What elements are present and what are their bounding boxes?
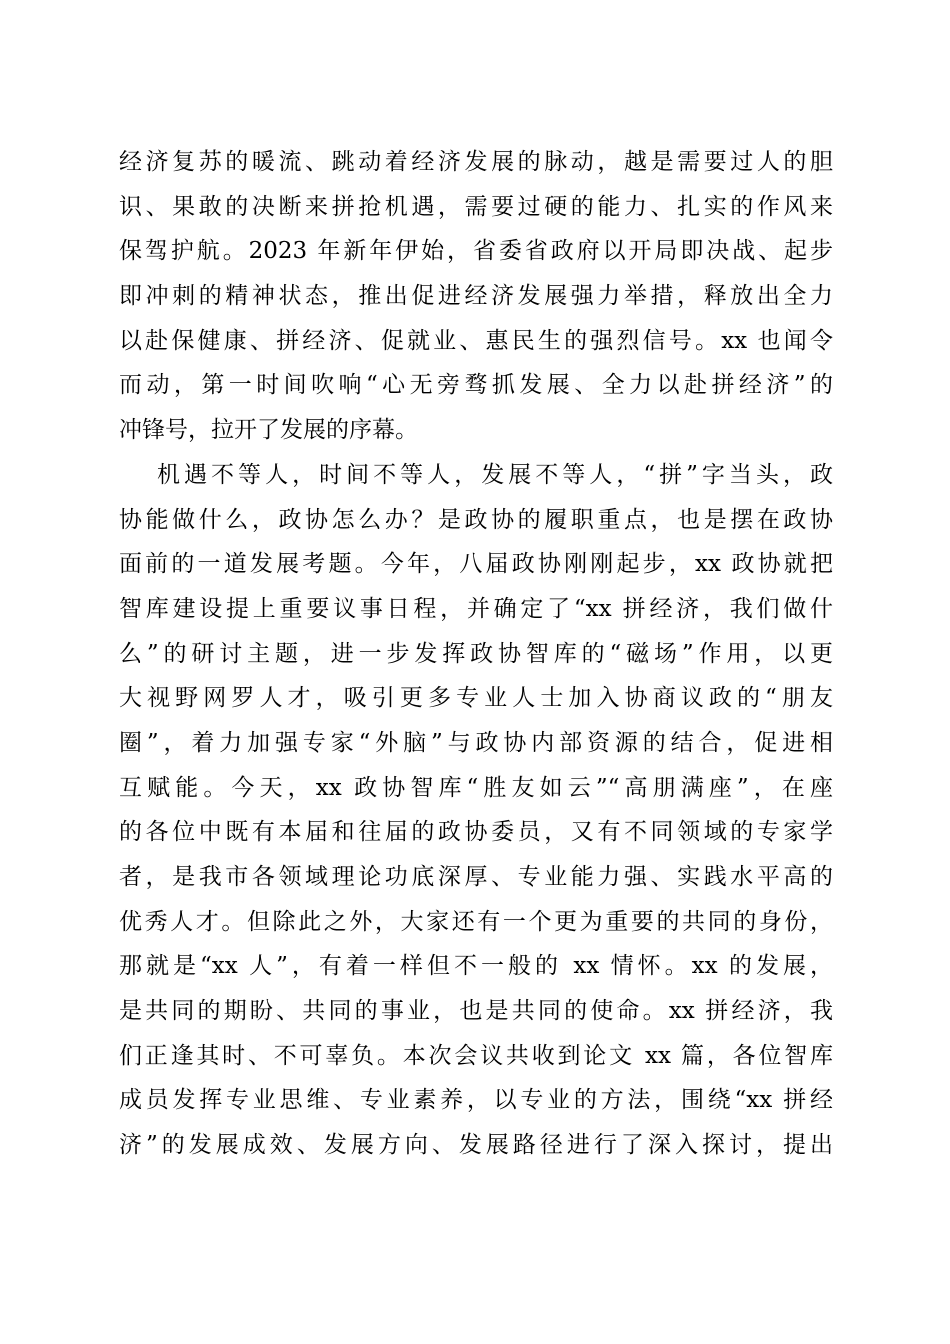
text-line: 者，是我市各领域理论功底深厚、专业能力强、实践水平高的 <box>119 864 833 890</box>
text-line: 是共同的期盼、共同的事业，也是共同的使命。xx 拼经济，我 <box>119 998 833 1025</box>
text-line: 经济复苏的暖流、跳动着经济发展的脉动，越是需要过人的胆 <box>119 149 833 175</box>
text-line: 大视野网罗人才，吸引更多专业人士加入协商议政的“朋友 <box>119 685 833 712</box>
text-line: 而动，第一时间吹响“心无旁骛抓发展、全力以赴拼经济”的 <box>119 372 833 399</box>
text-line: 济”的发展成效、发展方向、发展路径进行了深入探讨，提出 <box>119 1132 833 1159</box>
text-line: 成员发挥专业思维、专业素养，以专业的方法，围绕“xx 拼经 <box>119 1087 833 1114</box>
text-line: 互赋能。今天，xx 政协智库“胜友如云”“高朋满座”，在座 <box>119 774 833 801</box>
text-line: 机遇不等人，时间不等人，发展不等人，“拼”字当头，政 <box>157 461 833 488</box>
text-line: 即冲刺的精神状态，推出促进经济发展强力举措，释放出全力 <box>119 283 833 310</box>
paragraph-2 <box>119 453 833 1168</box>
text-line: 保驾护航。2023 年新年伊始，省委省政府以开局即决战、起步 <box>119 238 833 265</box>
text-line: 冲锋号，拉开了发展的序幕。 <box>119 417 418 444</box>
paragraph-1 <box>119 140 833 453</box>
text-line: 的各位中既有本届和往届的政协委员，又有不同领域的专家学 <box>119 819 833 846</box>
text-line: 识、果敢的决断来拼抢机遇，需要过硬的能力、扎实的作风来 <box>119 193 833 220</box>
text-line: 们正逢其时、不可辜负。本次会议共收到论文 xx 篇，各位智库 <box>119 1042 833 1069</box>
document-body <box>119 140 833 1168</box>
text-line: 以赴保健康、拼经济、促就业、惠民生的强烈信号。xx 也闻令 <box>119 327 833 354</box>
text-line: 智库建设提上重要议事日程，并确定了“xx 拼经济，我们做什 <box>119 595 833 622</box>
text-line: 圈”，着力加强专家“外脑”与政协内部资源的结合，促进相 <box>119 729 833 756</box>
text-line: 么”的研讨主题，进一步发挥政协智库的“磁场”作用，以更 <box>119 640 833 667</box>
text-line: 面前的一道发展考题。今年，八届政协刚刚起步，xx 政协就把 <box>119 551 833 578</box>
text-line: 协能做什么，政协怎么办？是政协的履职重点，也是摆在政协 <box>119 506 833 533</box>
text-line: 优秀人才。但除此之外，大家还有一个更为重要的共同的身份， <box>119 908 833 935</box>
text-line: 那就是“xx 人”，有着一样但不一般的 xx 情怀。xx 的发展， <box>119 953 833 980</box>
